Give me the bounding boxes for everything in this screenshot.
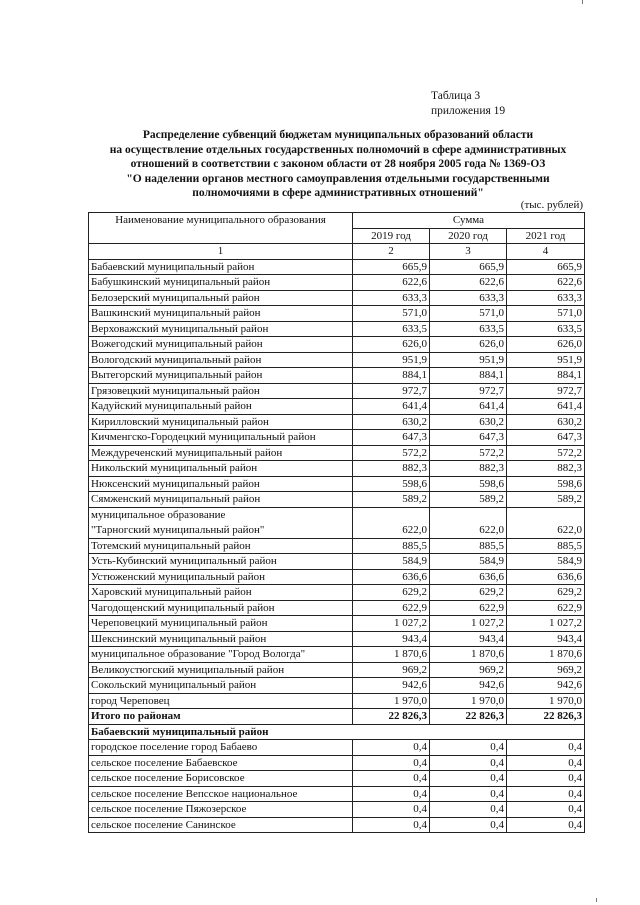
- row-value-2019: 1 870,6: [353, 647, 430, 663]
- table-row: [89, 693, 585, 709]
- row-name: Никольский муниципальный район: [89, 461, 353, 477]
- row-value-2019: 972,7: [353, 383, 430, 399]
- title-line-4: "О наделении органов местного самоуправления отдельными государственными: [126, 172, 550, 185]
- header-index-row: [89, 244, 585, 260]
- table-row: [89, 290, 585, 306]
- row-value-2019: 629,2: [353, 585, 430, 601]
- row-value-2021: 633,3: [507, 290, 585, 306]
- row-value-2020: 633,5: [430, 321, 507, 337]
- table-row: [89, 352, 585, 368]
- row-name: сельское поселение Борисовское: [89, 771, 353, 787]
- table-row: [89, 662, 585, 678]
- row-name: Верховажский муниципальный район: [89, 321, 353, 337]
- table-caption: [431, 89, 505, 119]
- row-value-2019: 0,4: [353, 740, 430, 756]
- header-name: Наименование муниципального образования: [89, 213, 353, 244]
- row-value-2021: 622,0: [507, 507, 585, 538]
- row-name: Великоустюгский муниципальный район: [89, 662, 353, 678]
- row-value-2019: 884,1: [353, 368, 430, 384]
- row-value-2019: 584,9: [353, 554, 430, 570]
- row-name: Вожегодский муниципальный район: [89, 337, 353, 353]
- row-name: Грязовецкий муниципальный район: [89, 383, 353, 399]
- row-value-2020: 0,4: [430, 786, 507, 802]
- row-value-2020: 942,6: [430, 678, 507, 694]
- row-value-2019: 942,6: [353, 678, 430, 694]
- row-value-2020: 622,0: [430, 507, 507, 538]
- table-row: [89, 337, 585, 353]
- header-index-1: 1: [89, 244, 353, 260]
- scan-mark: [582, 0, 583, 4]
- row-value-2021: 571,0: [507, 306, 585, 322]
- row-value-2020: 622,6: [430, 275, 507, 291]
- table-row: [89, 461, 585, 477]
- settlement-row: [89, 755, 585, 771]
- header-sum: Сумма: [353, 213, 585, 229]
- table-row: [89, 616, 585, 632]
- row-name: городское поселение город Бабаево: [89, 740, 353, 756]
- row-name: Устюженский муниципальный район: [89, 569, 353, 585]
- row-value-2021: 589,2: [507, 492, 585, 508]
- table-row: [89, 492, 585, 508]
- row-value-2020: 626,0: [430, 337, 507, 353]
- row-value-2021: 1 970,0: [507, 693, 585, 709]
- row-value-2021: 0,4: [507, 817, 585, 833]
- row-value-2021: 665,9: [507, 259, 585, 275]
- row-value-2020: 630,2: [430, 414, 507, 430]
- row-name: Вытегорский муниципальный район: [89, 368, 353, 384]
- row-value-2019: 622,6: [353, 275, 430, 291]
- table-row: [89, 647, 585, 663]
- row-name: город Череповец: [89, 693, 353, 709]
- row-name: Междуреченский муниципальный район: [89, 445, 353, 461]
- settlement-row: [89, 786, 585, 802]
- row-name: Кичменгско-Городецкий муниципальный район: [89, 430, 353, 446]
- row-value-2019: 969,2: [353, 662, 430, 678]
- row-name-line-2: "Тарногский муниципальный район": [91, 523, 265, 536]
- scan-mark: [596, 898, 597, 902]
- row-value-2020: 885,5: [430, 538, 507, 554]
- row-name: Вашкинский муниципальный район: [89, 306, 353, 322]
- row-value-2020: 1 870,6: [430, 647, 507, 663]
- row-value-2019: 641,4: [353, 399, 430, 415]
- row-value-2019: 951,9: [353, 352, 430, 368]
- table-row: [89, 275, 585, 291]
- row-value-2021: 636,6: [507, 569, 585, 585]
- row-value-2021: 0,4: [507, 771, 585, 787]
- row-name: Бабушкинский муниципальный район: [89, 275, 353, 291]
- row-value-2019: 633,5: [353, 321, 430, 337]
- row-value-2021: 0,4: [507, 786, 585, 802]
- row-value-2020: 589,2: [430, 492, 507, 508]
- row-value-2020: 22 826,3: [430, 709, 507, 725]
- header-index-3: 3: [430, 244, 507, 260]
- row-name-line-1: муниципальное образование: [91, 508, 226, 521]
- row-value-2020: 571,0: [430, 306, 507, 322]
- row-name: Кирилловский муниципальный район: [89, 414, 353, 430]
- row-name: Усть-Кубинский муниципальный район: [89, 554, 353, 570]
- row-value-2021: 943,4: [507, 631, 585, 647]
- row-value-2020: 884,1: [430, 368, 507, 384]
- table-row: [89, 554, 585, 570]
- row-value-2019: 0,4: [353, 802, 430, 818]
- row-value-2021: 584,9: [507, 554, 585, 570]
- table-row: [89, 678, 585, 694]
- table-row: [89, 430, 585, 446]
- row-value-2021: 951,9: [507, 352, 585, 368]
- row-value-2021: 633,5: [507, 321, 585, 337]
- row-value-2020: 641,4: [430, 399, 507, 415]
- section-title: Бабаевский муниципальный район: [89, 724, 585, 740]
- table-row: [89, 445, 585, 461]
- header-index-2: 2: [353, 244, 430, 260]
- row-value-2019: 622,9: [353, 600, 430, 616]
- row-value-2021: 629,2: [507, 585, 585, 601]
- row-value-2019: 589,2: [353, 492, 430, 508]
- row-name: Череповецкий муниципальный район: [89, 616, 353, 632]
- row-value-2020: 0,4: [430, 740, 507, 756]
- row-name: Тотемский муниципальный район: [89, 538, 353, 554]
- table-row: [89, 259, 585, 275]
- row-value-2021: 622,6: [507, 275, 585, 291]
- table-row: [89, 399, 585, 415]
- table-row: [89, 321, 585, 337]
- row-value-2021: 622,9: [507, 600, 585, 616]
- row-name: Сямженский муниципальный район: [89, 492, 353, 508]
- row-value-2021: 0,4: [507, 740, 585, 756]
- row-value-2021: 1 870,6: [507, 647, 585, 663]
- row-value-2019: 636,6: [353, 569, 430, 585]
- row-value-2019: 885,5: [353, 538, 430, 554]
- row-value-2020: 629,2: [430, 585, 507, 601]
- title-line-3: отношений в соответствии с законом области от 28 ноября 2005 года № 1369-ОЗ: [130, 158, 546, 170]
- row-name: Белозерский муниципальный район: [89, 290, 353, 306]
- caption-line-1: Таблица 3: [431, 90, 481, 102]
- row-value-2019: 598,6: [353, 476, 430, 492]
- row-name: Нюксенский муниципальный район: [89, 476, 353, 492]
- row-value-2020: 622,9: [430, 600, 507, 616]
- settlement-row: [89, 802, 585, 818]
- title-line-2: на осуществление отдельных государственных полномочий в сфере административных: [109, 143, 567, 156]
- row-value-2019: 571,0: [353, 306, 430, 322]
- subsidy-table: [88, 212, 585, 833]
- row-value-2020: 972,7: [430, 383, 507, 399]
- row-value-2019: 0,4: [353, 817, 430, 833]
- section-header-row: [89, 724, 585, 740]
- row-value-2020: 584,9: [430, 554, 507, 570]
- total-row: [89, 709, 585, 725]
- title-line-5: полномочиями в сфере административных отношений": [192, 187, 484, 199]
- row-value-2020: 943,4: [430, 631, 507, 647]
- header-index-4: 4: [507, 244, 585, 260]
- row-value-2021: 942,6: [507, 678, 585, 694]
- row-value-2019: 665,9: [353, 259, 430, 275]
- row-value-2019: 630,2: [353, 414, 430, 430]
- row-value-2021: 885,5: [507, 538, 585, 554]
- header-year-2021: 2021 год: [507, 228, 585, 244]
- settlement-row: [89, 817, 585, 833]
- table-row: [89, 600, 585, 616]
- row-value-2021: 626,0: [507, 337, 585, 353]
- table-row: [89, 368, 585, 384]
- row-value-2021: 0,4: [507, 802, 585, 818]
- header-row: [89, 213, 585, 229]
- row-value-2020: 0,4: [430, 771, 507, 787]
- row-value-2019: 0,4: [353, 786, 430, 802]
- row-value-2019: 22 826,3: [353, 709, 430, 725]
- row-value-2020: 0,4: [430, 802, 507, 818]
- row-value-2019: 0,4: [353, 771, 430, 787]
- row-value-2020: 882,3: [430, 461, 507, 477]
- row-value-2021: 972,7: [507, 383, 585, 399]
- row-value-2020: 1 027,2: [430, 616, 507, 632]
- row-value-2020: 665,9: [430, 259, 507, 275]
- settlement-row: [89, 740, 585, 756]
- table-row: [89, 569, 585, 585]
- row-value-2021: 969,2: [507, 662, 585, 678]
- table-row: [89, 476, 585, 492]
- table-row: [89, 585, 585, 601]
- row-value-2021: 1 027,2: [507, 616, 585, 632]
- row-value-2019: 1 970,0: [353, 693, 430, 709]
- table-row: [89, 306, 585, 322]
- row-value-2020: 951,9: [430, 352, 507, 368]
- row-name: Чагодощенский муниципальный район: [89, 600, 353, 616]
- row-value-2021: 0,4: [507, 755, 585, 771]
- row-value-2019: 1 027,2: [353, 616, 430, 632]
- row-name: сельское поселение Пяжозерское: [89, 802, 353, 818]
- header-year-2020: 2020 год: [430, 228, 507, 244]
- row-value-2021: 630,2: [507, 414, 585, 430]
- row-value-2019: 572,2: [353, 445, 430, 461]
- row-value-2021: 647,3: [507, 430, 585, 446]
- row-name: Кадуйский муниципальный район: [89, 399, 353, 415]
- row-value-2021: 641,4: [507, 399, 585, 415]
- row-name: Вологодский муниципальный район: [89, 352, 353, 368]
- row-value-2019: 647,3: [353, 430, 430, 446]
- row-value-2020: 598,6: [430, 476, 507, 492]
- caption-line-2: приложения 19: [431, 105, 506, 117]
- row-value-2020: 633,3: [430, 290, 507, 306]
- row-name: Шекснинский муниципальный район: [89, 631, 353, 647]
- row-value-2020: 969,2: [430, 662, 507, 678]
- row-value-2020: 1 970,0: [430, 693, 507, 709]
- table-row: [89, 383, 585, 399]
- row-name: сельское поселение Вепсское национальное: [89, 786, 353, 802]
- row-value-2020: 636,6: [430, 569, 507, 585]
- row-value-2020: 572,2: [430, 445, 507, 461]
- row-value-2020: 647,3: [430, 430, 507, 446]
- table-row: [89, 631, 585, 647]
- row-value-2019: 633,3: [353, 290, 430, 306]
- row-value-2021: 22 826,3: [507, 709, 585, 725]
- row-name: Харовский муниципальный район: [89, 585, 353, 601]
- row-name: сельское поселение Санинское: [89, 817, 353, 833]
- row-value-2021: 882,3: [507, 461, 585, 477]
- row-name: Бабаевский муниципальный район: [89, 259, 353, 275]
- row-value-2019: 943,4: [353, 631, 430, 647]
- document-title: [88, 128, 588, 201]
- row-value-2020: 0,4: [430, 755, 507, 771]
- row-value-2021: 572,2: [507, 445, 585, 461]
- table-row: [89, 538, 585, 554]
- table-row: [89, 414, 585, 430]
- row-value-2020: 0,4: [430, 817, 507, 833]
- row-value-2021: 598,6: [507, 476, 585, 492]
- row-name: Сокольский муниципальный район: [89, 678, 353, 694]
- row-value-2019: 626,0: [353, 337, 430, 353]
- header-year-2019: 2019 год: [353, 228, 430, 244]
- row-name: Итого по районам: [89, 709, 353, 725]
- title-line-1: Распределение субвенций бюджетам муниципальных образований области: [142, 129, 534, 141]
- units-label: (тыс. рублей): [520, 199, 583, 211]
- row-value-2021: 884,1: [507, 368, 585, 384]
- row-name: [89, 507, 353, 538]
- table-row: [89, 507, 585, 538]
- row-value-2019: 622,0: [353, 507, 430, 538]
- row-name: сельское поселение Бабаевское: [89, 755, 353, 771]
- row-value-2019: 0,4: [353, 755, 430, 771]
- row-value-2019: 882,3: [353, 461, 430, 477]
- row-name: муниципальное образование "Город Вологда": [89, 647, 353, 663]
- settlement-row: [89, 771, 585, 787]
